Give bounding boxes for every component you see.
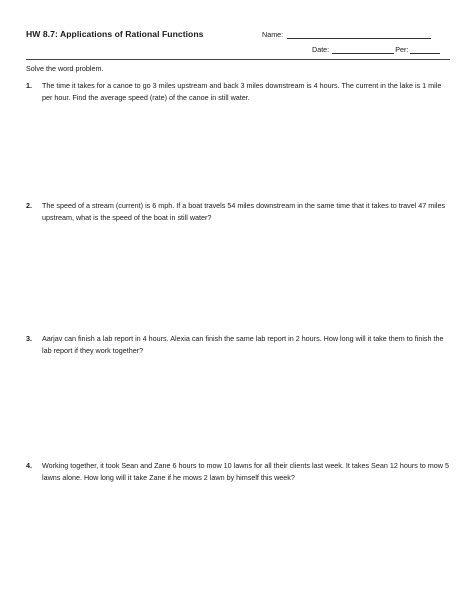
- problem-text: Aarjav can finish a lab report in 4 hours. Alexia can finish the same lab report in 2 hours. How long will it take them to finish the lab report if they work together?: [42, 334, 444, 355]
- problem-2: [26, 200, 452, 223]
- instructions: Solve the word problem.: [26, 64, 104, 73]
- problem-number: 2.: [26, 201, 32, 210]
- problem-4: [26, 460, 452, 483]
- date-label: Date:: [312, 45, 330, 54]
- problem-number: 3.: [26, 334, 32, 343]
- date-blank-line: [332, 45, 394, 54]
- name-blank-line: [287, 30, 431, 39]
- per-label: Per:: [395, 45, 409, 54]
- problem-text: The speed of a stream (current) is 6 mph. If a boat travels 54 miles downstream in the same time that it takes to travel 47 miles upstream, what is the speed of the boat in still water?: [42, 201, 446, 222]
- header-divider: [26, 59, 450, 60]
- problem-1: [26, 80, 452, 103]
- date-per-field: [312, 45, 440, 54]
- problem-number: 4.: [26, 461, 32, 470]
- worksheet-title: HW 8.7: Applications of Rational Functions: [26, 29, 204, 39]
- problem-text: The time it takes for a canoe to go 3 miles upstream and back 3 miles downstream is 4 hours. The current in the lake is 1 mile per hour. Find the average speed (rate) of the canoe in still water.: [42, 81, 442, 102]
- problem-3: [26, 333, 452, 356]
- per-blank-line: [410, 45, 440, 54]
- name-field: [262, 30, 431, 39]
- problem-number: 1.: [26, 81, 32, 90]
- problem-text: Working together, it took Sean and Zane 6 hours to mow 10 lawns for all their clients last week. It takes Sean 12 hours to mow 5 lawns alone. How long will it take Zane if he mows 2 lawn by himself this week?: [42, 461, 449, 482]
- name-label: Name:: [262, 30, 284, 39]
